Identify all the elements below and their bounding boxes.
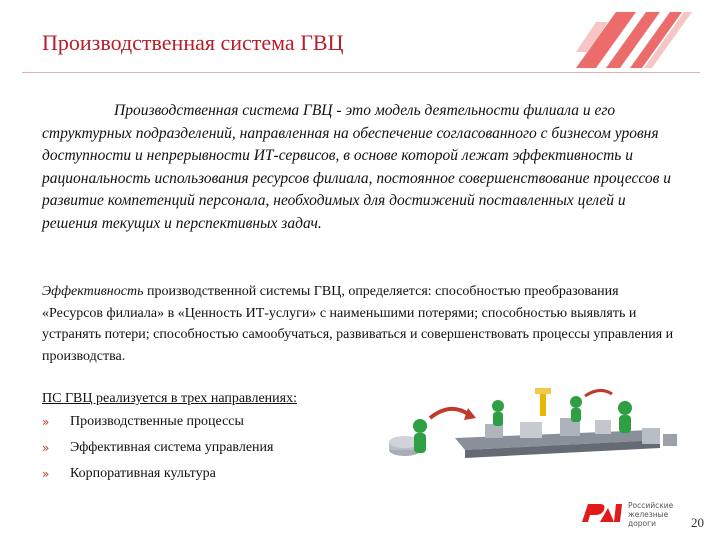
list-item [42,435,362,461]
chevron-double-right-icon: » [42,415,50,429]
logo-caption [628,501,692,528]
chevron-double-right-icon: » [42,467,50,481]
direction-label: Корпоративная культура [70,466,216,481]
efficiency-text: производственной системы ГВЦ, определяется: способностью преобразования «Ресурсов филиала» в «Ценность ИТ-услуги» с наименьшими потерями; способностью выявлять и устранять потери; способностью самообучаться, развиваться и совершенствовать процессы управления и производства. [42,284,674,364]
directions-block [42,389,362,487]
efficiency-paragraph [42,281,682,367]
list-item [42,461,362,487]
efficiency-term: Эффективность [42,284,144,299]
direction-label: Эффективная система управления [70,440,274,455]
corner-stripes-decoration [556,12,696,68]
page-number: 20 [691,515,704,530]
production-line-illustration [380,378,680,478]
directions-list [42,409,362,487]
definition-text: Производственная система ГВЦ - это модель деятельности филиала и его структурных подразделений, направленная на обеспечение согласованного с бизнесом уровня доступности и непрерывности ИТ-сервисов, в основе которой лежат эффективность и рациональность использования ресурсов филиала, постоянное совершенствование процессов и развитие компетенций персонала, необходимых для достижений поставленных целей и решения текущих и перспективных задач. [42,102,671,232]
logo-name-line1: Российские [628,501,674,510]
logo-name-line2: железные дороги [628,510,669,528]
direction-label: Производственные процессы [70,414,244,429]
logo-lettering: РЖД [578,498,581,499]
chevron-double-right-icon: » [42,441,50,455]
definition-paragraph [42,100,682,236]
title-divider [22,72,700,73]
slide-title: Производственная система ГВЦ [42,30,344,55]
list-item [42,409,362,435]
directions-lead: ПС ГВЦ реализуется в трех направлениях: [42,391,297,406]
